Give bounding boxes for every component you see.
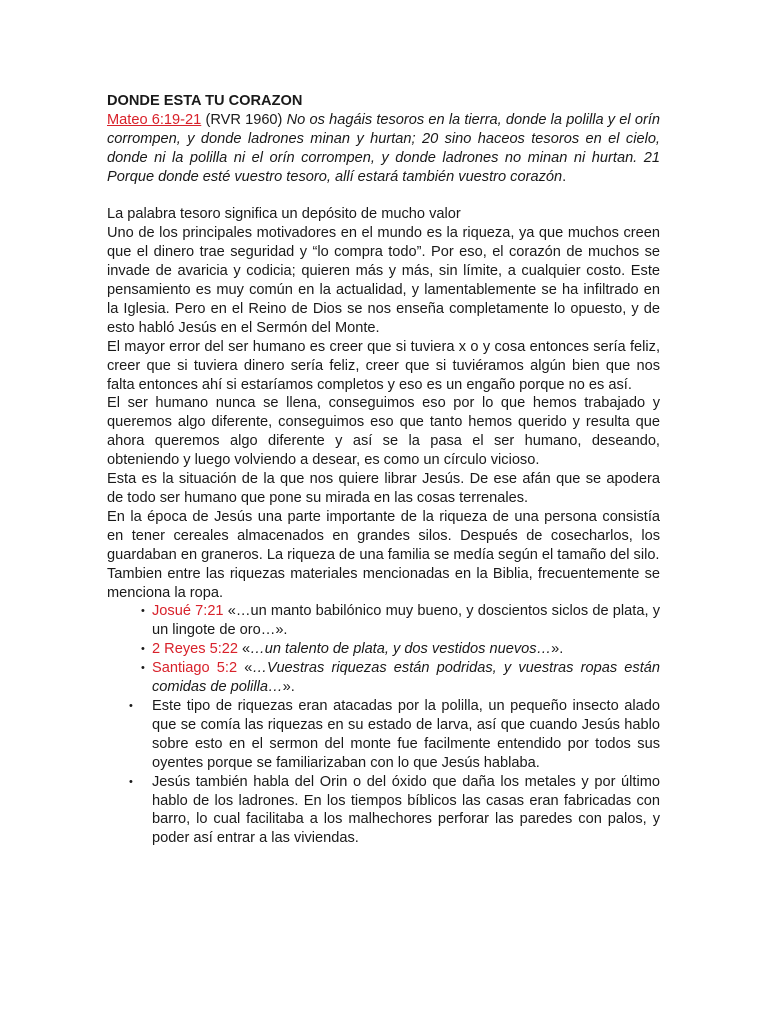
list-item [107, 640, 660, 659]
quote-close: ». [551, 641, 564, 658]
blank-line [107, 187, 660, 206]
quote-open: « [238, 641, 251, 658]
paragraph: Esta es la situación de la que nos quiere librar Jesús. De ese afán que se apodera de todo ser humano que pone su mirada en las cosas terrenales. [107, 471, 660, 507]
reference-quote: …Vuestras riquezas están podridas, y vuestras ropas están comidas de polilla… [152, 660, 661, 696]
point-text: Jesús también habla del Orin o del óxido que daña los metales y por último hablo de los ladrones. En los tiempos bíblicos las casas eran fabricadas con barro, lo cual facilitaba a los malhechores perforar las paredes con palos, y poder así entrar a las viviendas. [152, 773, 660, 847]
list-item [107, 773, 660, 849]
bullet-icon: • [141, 662, 145, 675]
bible-version: (RVR 1960) [201, 111, 287, 128]
quote-open: « [237, 660, 253, 677]
reference-quote: «…un manto babilónico muy bueno, y doscientos siclos de plata, y un lingote de oro…». [152, 603, 661, 639]
bullet-icon: • [141, 643, 145, 656]
verse-text: No os hagáis tesoros en la tierra, donde la polilla y el orín corrompen, y donde ladrones minan y hurtan; 20 sino haceos tesoros en el cielo, donde ni la polilla ni el orín corrompen, y donde ladrones no minan ni hurtan. 21 Porque donde esté vuestro tesoro, allí estará también vuestro corazón [107, 111, 660, 185]
paragraph: En la época de Jesús una parte importante de la riqueza de una persona consistía en tener cereales almacenados en grandes silos. Después de cosecharlos, los guardaban en graneros. La riqueza de una familia se medía según el tamaño del silo. [107, 508, 660, 563]
bible-reference[interactable]: 2 Reyes 5:22 [152, 641, 238, 658]
paragraph: La palabra tesoro significa un depósito de mucho valor [107, 206, 461, 223]
document-body [107, 92, 660, 848]
paragraph: Tambien entre las riquezas materiales mencionadas en la Biblia, frecuentemente se menciona la ropa. [107, 565, 660, 601]
bullet-icon: • [141, 605, 145, 618]
bullet-icon: • [129, 699, 133, 712]
intro-paragraph [107, 111, 660, 187]
reference-quote: …un talento de plata, y dos vestidos nuevos… [250, 641, 552, 658]
bible-reference[interactable]: Santiago 5:2 [152, 660, 238, 677]
list-item [107, 697, 660, 773]
paragraph: El mayor error del ser humano es creer que si tuviera x o y cosa entonces sería feliz, creer que si tuviera dinero sería feliz, creer que si tuviéramos algún bien que nos falta entonces ahí si estaríamos completos y eso es un engaño porque no es así. [107, 338, 660, 393]
point-list [107, 697, 660, 848]
list-item [107, 659, 660, 697]
paragraph: El ser humano nunca se llena, conseguimos eso por lo que hemos trabajado y queremos algo diferente, conseguimos eso que tanto hemos querido y resulta que ahora queremos algo diferente y así se la pasa el ser humano, deseando, obteniendo y luego volviendo a desear, es como un círculo vicioso. [107, 395, 660, 469]
bible-reference[interactable]: Josué 7:21 [152, 603, 224, 620]
bullet-icon: • [129, 775, 133, 788]
paragraph: Uno de los principales motivadores en el mundo es la riqueza, ya que muchos creen que el dinero trae seguridad y “lo compra todo”. Por eso, el corazón de muchos se invade de avaricia y codicia; quieren más y más, sin límite, a cualquier costo. Este pensamiento es muy común en la actualidad, y lamentablemente se ha infiltrado en la Iglesia. Pero en el Reino de Dios se nos enseña completamente lo opuesto, y de esto habló Jesús en el Sermón del Monte. [107, 225, 660, 336]
reference-list [107, 602, 660, 697]
list-item [107, 602, 660, 640]
point-text: Este tipo de riquezas eran atacadas por la polilla, un pequeño insecto alado que se comía las riquezas en su estado de larva, así que cuando Jesús hablo sobre esto en el sermon del monte fue facilmente entendido por todos sus oyentes porque se familiarizaban con lo que Jesús hablaba. [152, 697, 660, 771]
quote-close: ». [282, 679, 295, 696]
verse-end: . [562, 168, 567, 185]
document-title: DONDE ESTA TU CORAZON [107, 93, 303, 109]
bible-reference-link[interactable]: Mateo 6:19-21 [107, 111, 202, 128]
